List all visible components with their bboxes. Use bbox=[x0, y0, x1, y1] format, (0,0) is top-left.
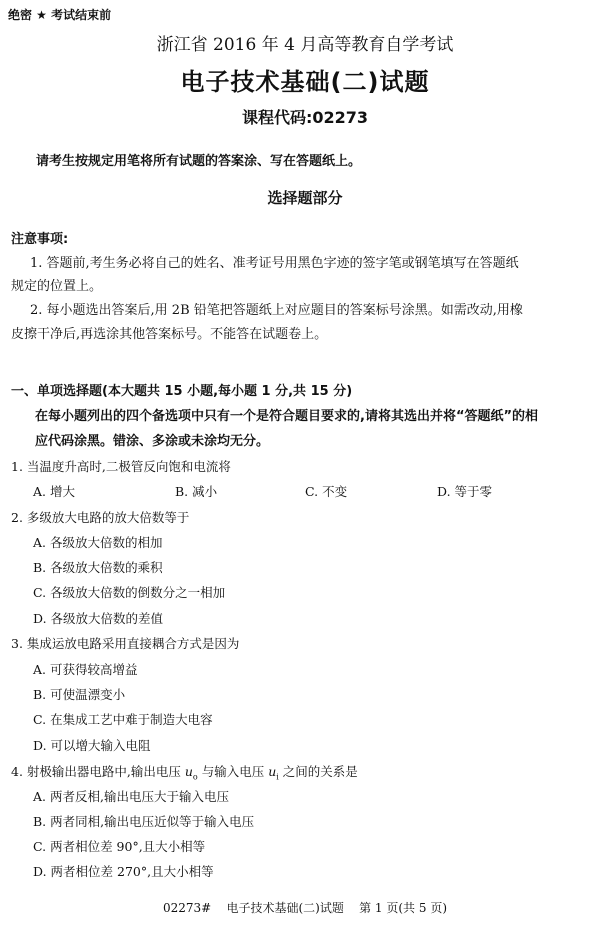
section-title: 选择题部分 bbox=[267, 189, 343, 207]
part1-instruction-line-1: 在每小题列出的四个备选项中只有一个是符合题目要求的,请将其选出并将“答题纸”的相 bbox=[35, 409, 539, 424]
q4-option-a: A. 两者反相,输出电压大于输入电压 bbox=[33, 789, 229, 804]
question-1-stem: 1. 当温度升高时,二极管反向饱和电流将 bbox=[11, 459, 231, 474]
q1-option-c: C. 不变 bbox=[305, 484, 348, 499]
q4-option-b: B. 两者同相,输出电压近似等于输入电压 bbox=[33, 814, 255, 829]
course-code: 课程代码:02273 bbox=[241, 108, 369, 127]
part1-instruction-line-2: 应代码涂黑。错涂、多涂或未涂均无分。 bbox=[35, 434, 270, 449]
exam-title: 浙江省 2016 年 4 月高等教育自学考试 bbox=[156, 35, 454, 55]
main-instruction: 请考生按规定用笔将所有试题的答案涂、写在答题纸上。 bbox=[36, 154, 362, 169]
q2-option-d: D. 各级放大倍数的差值 bbox=[33, 611, 164, 626]
question-4-stem: 4. 射极输出器电路中,输出电压 $u_o$ 与输入电压 $u_i$ 之间的关系是 bbox=[11, 764, 358, 782]
note-1-line-1: 1. 答题前,考生务必将自己的姓名、准考证号用黑色字迹的签字笔或钢笔填写在答题纸 bbox=[30, 256, 519, 271]
q1-option-d: D. 等于零 bbox=[437, 484, 493, 499]
secret-mark: 绝密 ★ 考试结束前 bbox=[8, 8, 112, 22]
question-3-stem: 3. 集成运放电路采用直接耦合方式是因为 bbox=[11, 636, 240, 651]
note-2-line-1: 2. 每小题选出答案后,用 2B 铅笔把答题纸上对应题目的答案标号涂黑。如需改动,用橡 bbox=[30, 303, 523, 318]
page-footer: 02273# 电子技术基础(二)试题 第 1 页(共 5 页) bbox=[163, 901, 447, 915]
q2-option-a: A. 各级放大倍数的相加 bbox=[33, 535, 163, 550]
question-2-stem: 2. 多级放大电路的放大倍数等于 bbox=[11, 510, 190, 525]
q2-option-b: B. 各级放大倍数的乘积 bbox=[33, 560, 163, 575]
q1-option-b: B. 减小 bbox=[175, 484, 218, 499]
q4-option-c: C. 两者相位差 90°,且大小相等 bbox=[33, 839, 206, 854]
q3-option-a: A. 可获得较高增益 bbox=[33, 662, 138, 677]
note-1-line-2: 规定的位置上。 bbox=[11, 279, 103, 294]
note-2-line-2: 皮擦干净后,再选涂其他答案标号。不能答在试题卷上。 bbox=[11, 327, 328, 342]
q4-option-d: D. 两者相位差 270°,且大小相等 bbox=[33, 864, 214, 879]
q3-option-d: D. 可以增大输入电阻 bbox=[33, 738, 151, 753]
q2-option-c: C. 各级放大倍数的倒数分之一相加 bbox=[33, 585, 226, 600]
q3-option-b: B. 可使温漂变小 bbox=[33, 687, 126, 702]
notes-heading: 注意事项: bbox=[11, 232, 69, 247]
paper-title: 电子技术基础(二)试题 bbox=[180, 68, 430, 96]
part1-heading: 一、单项选择题(本大题共 15 小题,每小题 1 分,共 15 分) bbox=[11, 384, 353, 399]
q1-option-a: A. 增大 bbox=[33, 484, 75, 499]
q3-option-c: C. 在集成工艺中难于制造大电容 bbox=[33, 712, 213, 727]
